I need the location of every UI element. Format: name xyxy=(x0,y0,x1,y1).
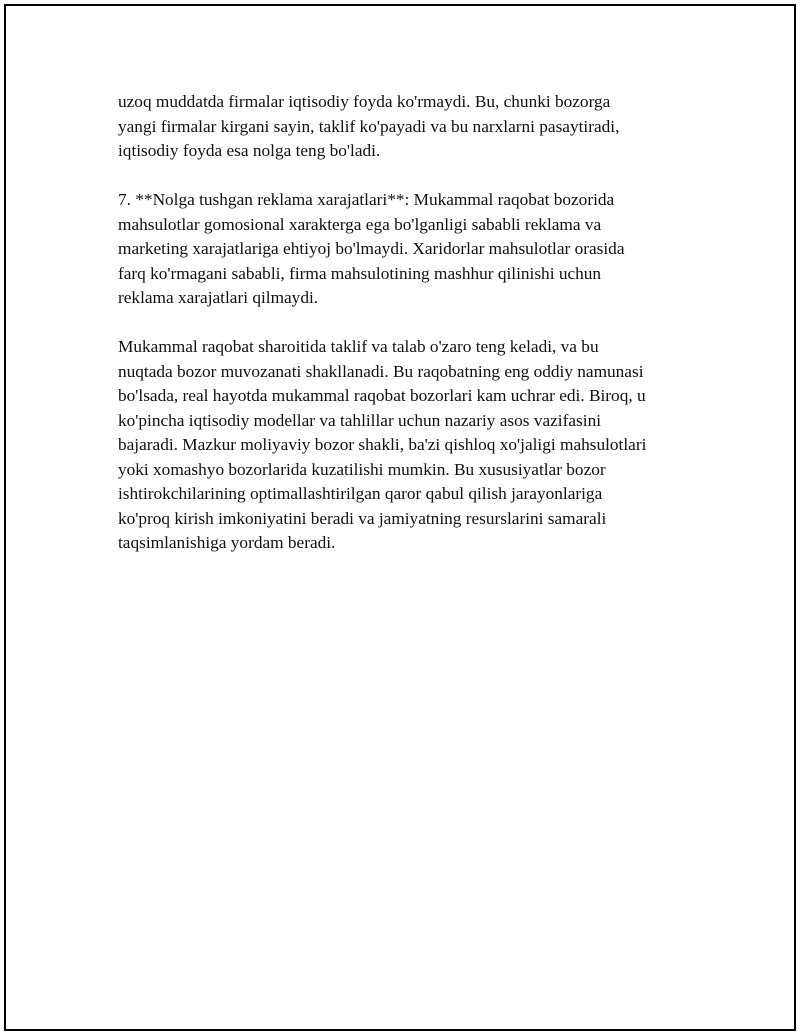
text-line: reklama xarajatlari qilmaydi. xyxy=(118,288,319,307)
text-line: mahsulotlar gomosional xarakterga ega bo'lganligi sababli reklama va xyxy=(118,214,602,234)
text-line: bo'lsada, real hayotda mukammal raqobat bozorlari kam uchrar edi. Biroq, u xyxy=(118,386,646,405)
paragraph-economic-profit xyxy=(118,90,684,164)
paragraph-advertising-costs xyxy=(118,188,684,311)
text-line: taqsimlanishiga yordam beradi. xyxy=(118,533,336,552)
text-line: farq ko'rmagani sababli, firma mahsulotining mashhur qilinishi uchun xyxy=(118,263,602,283)
text-line: yangi firmalar kirgani sayin, taklif ko'payadi va bu narxlarni pasaytiradi, xyxy=(118,116,620,136)
text-line: ishtirokchilarining optimallashtirilgan qaror qabul qilish jarayonlariga xyxy=(118,484,603,503)
text-line: Mukammal raqobat sharoitida taklif va talab o'zaro teng keladi, va bu xyxy=(118,337,599,356)
text-line: ko'proq kirish imkoniyatini beradi va jamiyatning resurslarini samarali xyxy=(118,508,607,528)
document-body xyxy=(118,90,684,580)
text-line: yoki xomashyo bozorlarida kuzatilishi mumkin. Bu xususiyatlar bozor xyxy=(118,459,606,479)
paragraph-conclusion xyxy=(118,335,684,556)
text-line: iqtisodiy foyda esa nolga teng bo'ladi. xyxy=(118,141,381,160)
text-line: marketing xarajatlariga ehtiyoj bo'lmaydi. Xaridorlar mahsulotlar orasida xyxy=(118,239,625,258)
text-line: 7. **Nolga tushgan reklama xarajatlari**: Mukammal raqobat bozorida xyxy=(118,190,615,209)
text-line: nuqtada bozor muvozanati shakllanadi. Bu raqobatning eng oddiy namunasi xyxy=(118,361,644,381)
text-line: uzoq muddatda firmalar iqtisodiy foyda ko'rmaydi. Bu, chunki bozorga xyxy=(118,92,611,111)
text-line: ko'pincha iqtisodiy modellar va tahlillar uchun nazariy asos vazifasini xyxy=(118,410,602,430)
text-line: bajaradi. Mazkur moliyaviy bozor shakli, ba'zi qishloq xo'jaligi mahsulotlari xyxy=(118,435,647,454)
